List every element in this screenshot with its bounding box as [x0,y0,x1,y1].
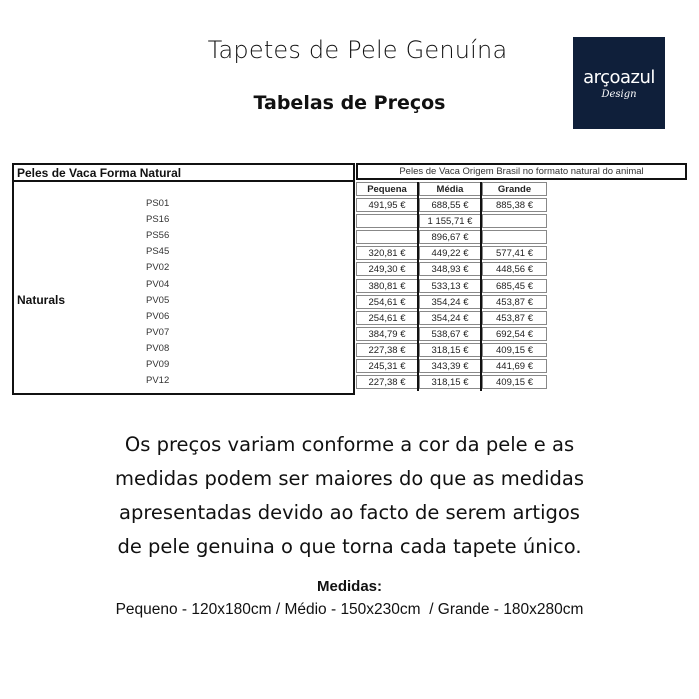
notice-line: medidas podem ser maiores do que as medidas [115,467,584,490]
price-cell-grande: 453,87 € [482,295,547,309]
page-subtitle-text: Tabelas de Preços [253,92,446,114]
price-cell-media: 343,39 € [419,359,481,373]
price-cell-pequena: 254,61 € [356,311,418,325]
logo-brand-text: arçoazul [583,67,655,88]
price-cell-pequena [356,214,418,228]
price-cell-pequena: 249,30 € [356,262,418,276]
price-cell-grande: 409,15 € [482,375,547,389]
logo-script-text: Design [601,89,637,100]
column-divider [417,182,419,391]
price-cell-pequena: 320,81 € [356,246,418,260]
price-cell-grande [482,214,547,228]
price-cell-media: 449,22 € [419,246,481,260]
price-cell-grande: 409,15 € [482,343,547,357]
product-code: PV06 [146,310,170,322]
price-cell-grande: 885,38 € [482,198,547,212]
price-cell-media: 354,24 € [419,295,481,309]
column-header: Média [419,182,481,196]
notice-line: de pele genuina o que torna cada tapete único. [117,535,582,558]
price-cell-media: 688,55 € [419,198,481,212]
product-code: PV04 [146,278,170,290]
price-cell-pequena: 227,38 € [356,375,418,389]
price-cell-media: 318,15 € [419,343,481,357]
brand-logo [573,37,665,129]
product-code: PS45 [146,246,170,258]
price-cell-media: 348,93 € [419,262,481,276]
right-table-header: Peles de Vaca Origem Brasil no formato natural do animal [356,163,687,180]
price-table [12,163,687,397]
left-table-header: Peles de Vaca Forma Natural [14,165,353,182]
product-code: PS01 [146,198,170,209]
price-cell-grande: 685,45 € [482,279,547,293]
product-code: PV12 [146,375,170,387]
column-header: Pequena [356,182,418,196]
product-code: PS56 [146,230,170,242]
price-cell-media: 318,15 € [419,375,481,389]
price-cell-media: 1 155,71 € [419,214,481,228]
page-title-text: Tapetes de Pele Genuína [207,36,508,64]
product-code: PV08 [146,342,170,354]
price-cell-media: 896,67 € [419,230,481,244]
group-label: Naturals [17,293,66,307]
column-header: Grande [482,182,547,196]
price-cell-pequena: 384,79 € [356,327,418,341]
notice-line: apresentadas devido ao facto de serem artigos [119,501,580,524]
price-cell-grande: 448,56 € [482,262,547,276]
price-cell-pequena: 491,95 € [356,198,418,212]
product-code: PV02 [146,262,170,274]
column-divider [480,182,482,391]
product-code: PV09 [146,359,170,370]
notice-line: Os preços variam conforme a cor da pele e as [124,433,575,456]
measures-title: Medidas: [316,578,382,595]
price-cell-pequena: 227,38 € [356,343,418,357]
price-notice [0,428,699,564]
price-cell-pequena [356,230,418,244]
price-cell-pequena: 245,31 € [356,359,418,373]
product-code: PV05 [146,294,170,306]
price-cell-grande: 453,87 € [482,311,547,325]
price-cell-media: 533,13 € [419,279,481,293]
price-cell-media: 354,24 € [419,311,481,325]
price-cell-grande: 692,54 € [482,327,547,341]
product-code-panel [12,163,355,395]
price-cell-grande: 441,69 € [482,359,547,373]
price-cell-pequena: 380,81 € [356,279,418,293]
price-cell-grande: 577,41 € [482,246,547,260]
measures-line: Pequeno - 120x180cm / Médio - 150x230cm / Grande - 180x280cm [115,601,584,618]
price-cell-media: 538,67 € [419,327,481,341]
product-code: PS16 [146,214,170,226]
product-code: PV07 [146,326,170,338]
price-cell-pequena: 254,61 € [356,295,418,309]
price-cell-grande [482,230,547,244]
